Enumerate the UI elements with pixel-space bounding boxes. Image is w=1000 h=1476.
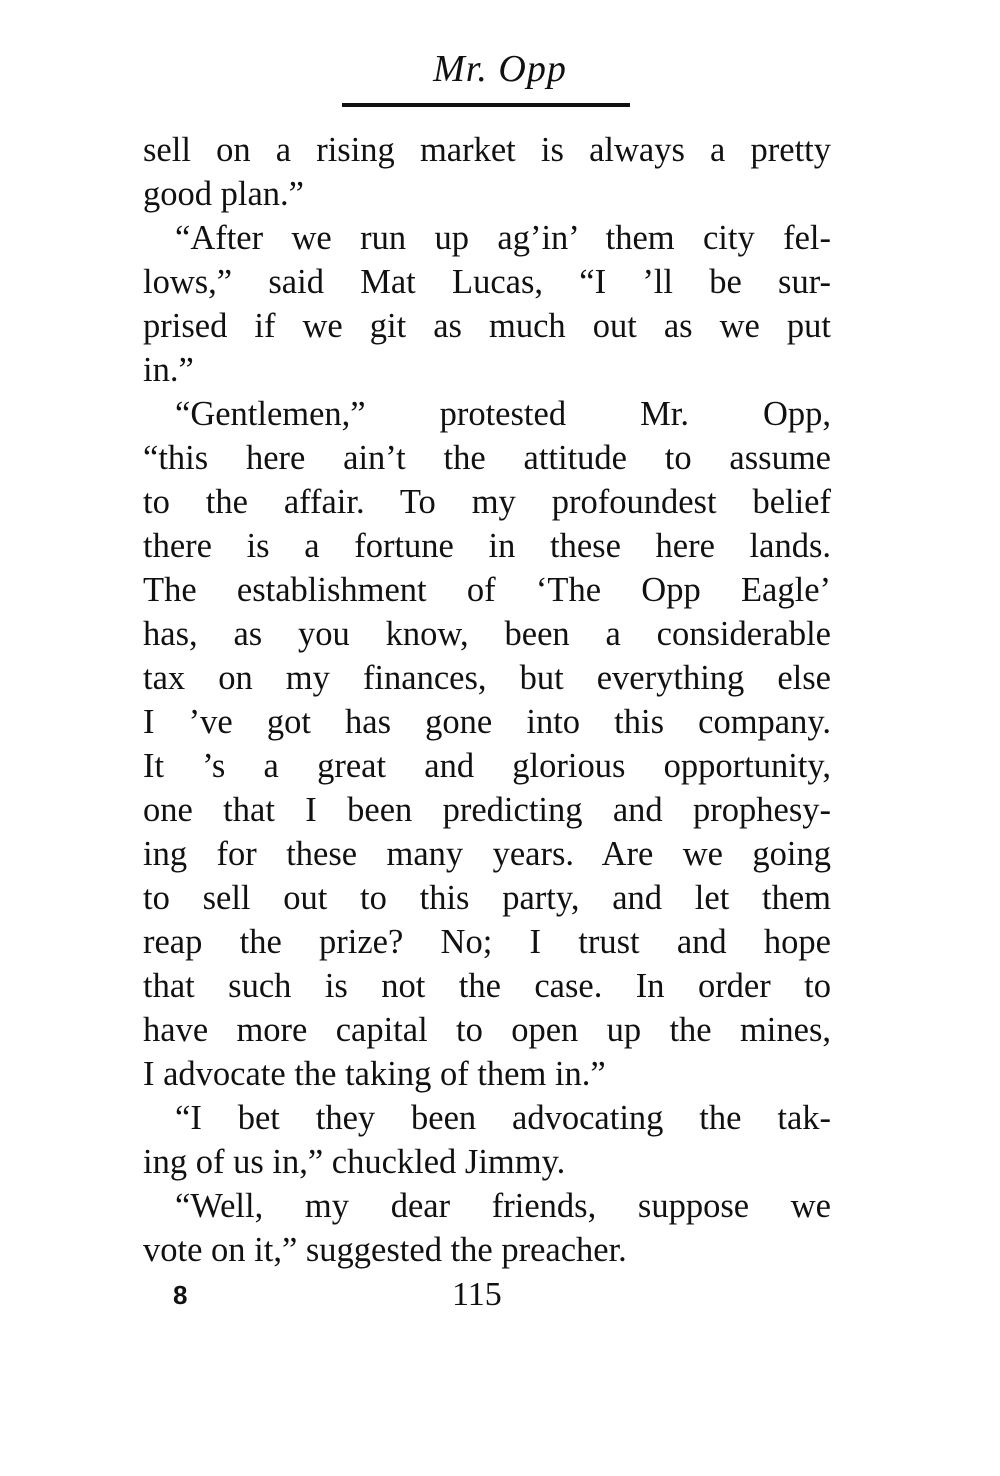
text-line: have more capital to open up the mines, (143, 1011, 831, 1049)
text-line: “I bet they been advocating the tak- (175, 1099, 831, 1137)
text-line: “Well, my dear friends, suppose we (175, 1187, 831, 1225)
paragraph (143, 128, 831, 216)
text-line: I ’ve got has gone into this company. (143, 703, 831, 741)
text-line: there is a fortune in these here lands. (143, 527, 831, 565)
page-footer (0, 1276, 1000, 1320)
text-line: ing of us in,” chuckled Jimmy. (143, 1143, 566, 1181)
text-line: one that I been predicting and prophesy- (143, 791, 831, 829)
text-line: to sell out to this party, and let them (143, 879, 831, 917)
body-text (143, 128, 831, 1272)
paragraph (143, 216, 831, 392)
text-line: in.” (143, 351, 194, 389)
signature-mark: 8 (173, 1280, 188, 1310)
page-number: 115 (452, 1276, 502, 1313)
text-line: good plan.” (143, 175, 304, 213)
paragraph (143, 1184, 831, 1272)
text-line: “After we run up ag’in’ them city fel- (175, 219, 831, 257)
text-line: prised if we git as much out as we put (143, 307, 831, 345)
running-head: Mr. Opp (433, 48, 567, 90)
text-line: sell on a rising market is always a pretty (143, 131, 831, 169)
text-line: vote on it,” suggested the preacher. (143, 1231, 627, 1269)
text-line: “Gentlemen,” protested Mr. Opp, (175, 395, 831, 433)
paragraph (143, 1096, 831, 1184)
text-line: It ’s a great and glorious opportunity, (143, 747, 831, 785)
text-line: The establishment of ‘The Opp Eagle’ (143, 571, 831, 609)
text-line: that such is not the case. In order to (143, 967, 831, 1005)
running-head-rule (342, 103, 630, 107)
text-line: ing for these many years. Are we going (143, 835, 831, 873)
text-line: lows,” said Mat Lucas, “I ’ll be sur- (143, 263, 831, 301)
text-line: I advocate the taking of them in.” (143, 1055, 606, 1093)
text-line: to the affair. To my profoundest belief (143, 483, 831, 521)
text-line: reap the prize? No; I trust and hope (143, 923, 831, 961)
text-line: “this here ain’t the attitude to assume (143, 439, 831, 477)
text-line: tax on my finances, but everything else (143, 659, 831, 697)
paragraph (143, 392, 831, 1096)
text-line: has, as you know, been a considerable (143, 615, 831, 653)
